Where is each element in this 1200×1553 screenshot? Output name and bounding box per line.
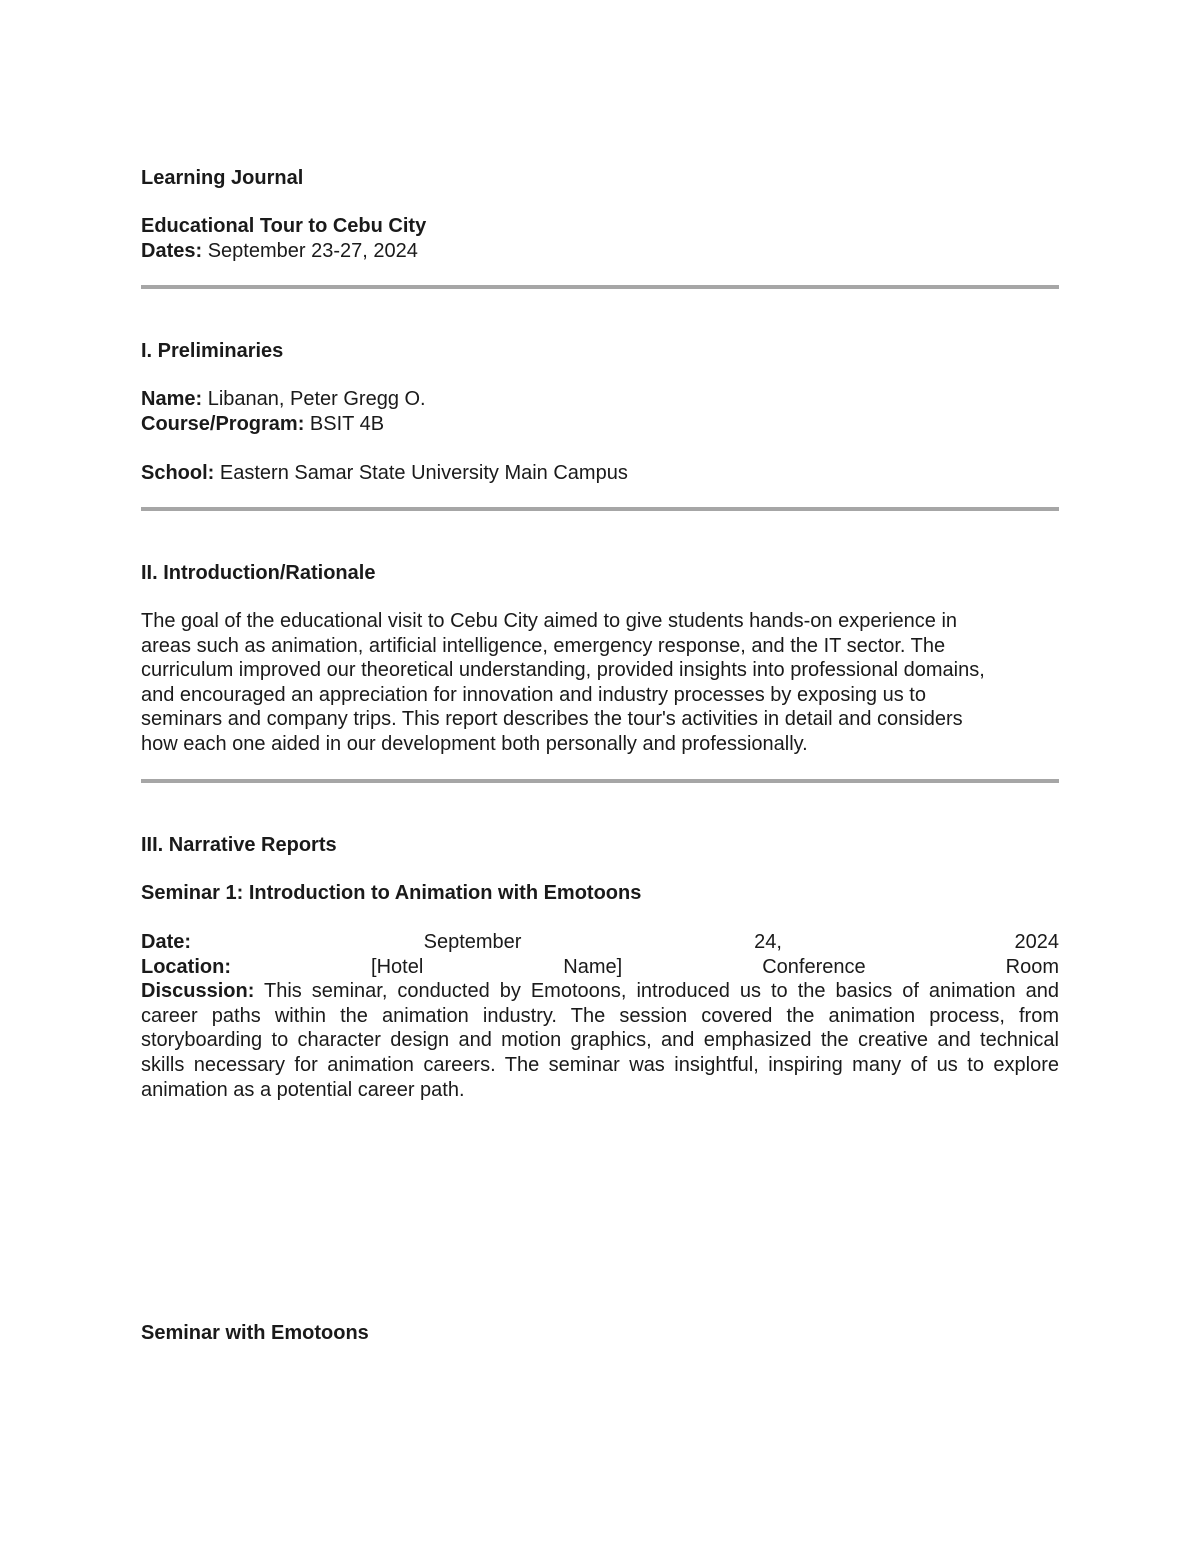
seminar-title [141,881,1059,906]
location-word: Conference [762,955,866,978]
location-label: Location: [141,955,231,978]
narrative-heading [141,833,1059,858]
journal-title-text: Learning Journal [141,167,304,189]
course-line [141,412,1059,437]
seminar-title-text: Seminar 1: Introduction to Animation with Emotoons [141,882,642,904]
paragraph-line: The goal of the educational visit to Cebu City aimed to give students hands-on experience in [141,610,958,632]
preliminaries-details [141,387,1059,436]
narrative-heading-text: III. Narrative Reports [141,834,337,856]
discussion-paragraph [141,979,1059,1102]
introduction-heading-text: II. Introduction/Rationale [141,562,376,584]
discussion-text: This seminar, conducted by Emotoons, introduced us to the basics of animation and career paths within the animation industry. The session covered the animation process, from storyboarding to character design and motion graphics, and emphasized the creative and technical skills necessary for animation careers. The seminar was insightful, inspiring many of us to explore animation as a potential career path. [141,980,1059,1101]
location-word: Room [1005,955,1059,978]
introduction-heading [141,561,1059,586]
course-label: Course/Program: [141,412,305,435]
date-word: September [423,931,522,953]
name-line [141,387,1059,412]
paragraph-line: and encouraged an appreciation for innovation and industry processes by exposing us to [141,683,926,706]
dates-label: Dates: [141,239,203,262]
date-line [141,930,1059,955]
paragraph-line: areas such as animation, artificial intelligence, emergency response, and the IT sector. The [141,634,946,657]
school-label: School: [141,462,215,484]
location-word: [Hotel [371,955,424,978]
school-value: Eastern Samar State University Main Campus [214,462,628,484]
location-word: Name] [563,955,623,978]
introduction-paragraph [141,609,1059,757]
date-label: Date: [141,931,192,953]
photo-caption-text: Seminar with Emotoons [141,1322,369,1344]
paragraph-line: how each one aided in our development both personally and professionally. [141,732,808,755]
preliminaries-heading-text: I. Preliminaries [141,340,284,362]
seminar-details [141,930,1059,1102]
tour-header [141,214,1059,263]
discussion-label: Discussion: [141,980,255,1003]
name-value: Libanan, Peter Gregg O. [202,388,426,410]
date-word: 24, [754,931,782,953]
paragraph-line: curriculum improved our theoretical understanding, provided insights into professional domains, [141,659,985,682]
school-line [141,461,1059,486]
section-divider [141,507,1059,511]
paragraph-line: seminars and company trips. This report describes the tour's activities in detail and considers [141,708,963,731]
photo-caption [141,1321,1059,1346]
tour-title: Educational Tour to Cebu City [141,215,427,237]
date-word: 2024 [1014,931,1059,953]
section-divider [141,779,1059,783]
name-label: Name: [141,388,203,410]
journal-title [141,166,1059,191]
preliminaries-heading [141,339,1059,364]
dates-line [141,239,1059,264]
dates-value: September 23-27, 2024 [202,239,418,262]
section-divider [141,285,1059,289]
course-value: BSIT 4B [304,412,385,435]
location-line [141,955,1059,980]
